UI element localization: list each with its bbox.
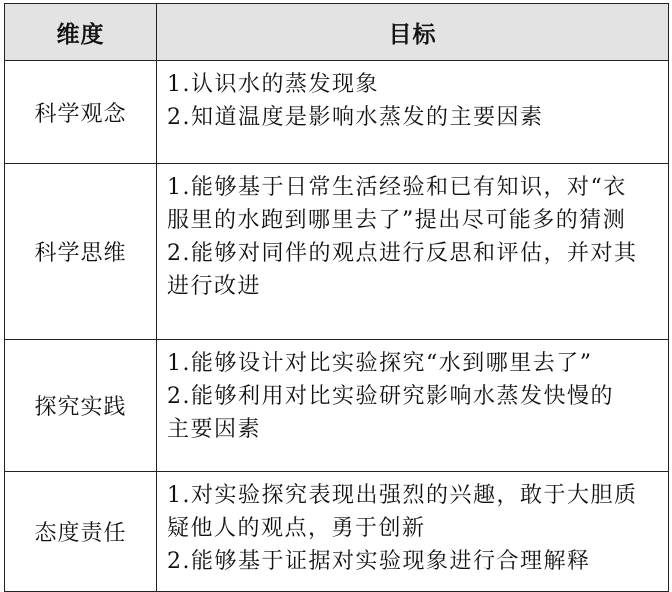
goal-line: 服里的水跑到哪里去了”提出尽可能多的猜测 — [167, 208, 627, 233]
goal-line: 主要因素 — [167, 417, 262, 442]
table-row — [5, 340, 669, 472]
goal-line: 1.对实验探究表现出强烈的兴趣，敢于大胆质 — [167, 483, 638, 508]
dimension-cell: 探究实践 — [5, 340, 157, 472]
goal-line: 2.能够对同伴的观点进行反思和评估，并对其 — [167, 241, 638, 266]
header-dimension: 维度 — [5, 4, 157, 61]
goal-cell — [157, 340, 669, 472]
dimension-cell: 态度责任 — [5, 472, 157, 592]
dimension-cell: 科学思维 — [5, 164, 157, 340]
goal-cell — [157, 164, 669, 340]
header-row — [5, 4, 669, 61]
goal-line: 2.能够基于证据对实验现象进行合理解释 — [167, 549, 591, 574]
goal-line: 1.能够设计对比实验探究“水到哪里去了” — [167, 351, 593, 376]
goal-line: 进行改进 — [167, 274, 262, 299]
goal-line: 2.能够利用对比实验研究影响水蒸发快慢的 — [167, 384, 614, 409]
objectives-table — [4, 3, 669, 592]
goal-cell — [157, 472, 669, 592]
goal-line: 1.认识水的蒸发现象 — [167, 72, 379, 97]
table-row — [5, 61, 669, 164]
goal-cell — [157, 61, 669, 164]
header-goal: 目标 — [157, 4, 669, 61]
goal-line: 疑他人的观点，勇于创新 — [167, 516, 426, 541]
table-row — [5, 164, 669, 340]
dimension-cell: 科学观念 — [5, 61, 157, 164]
goal-line: 1.能够基于日常生活经验和已有知识，对“衣 — [167, 175, 627, 200]
goal-line: 2.知道温度是影响水蒸发的主要因素 — [167, 105, 544, 130]
table-row — [5, 472, 669, 592]
